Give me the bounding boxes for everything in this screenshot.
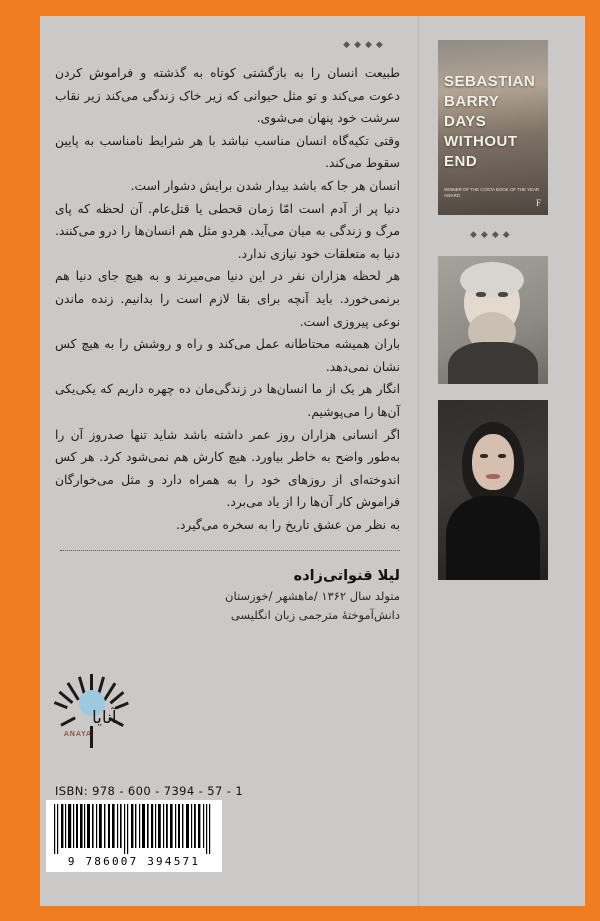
blurb-paragraph: طبیعت انسان را به بازگشتی کوتاه به گذشته و فراموش کردن دعوت می‌کند و تو مثل حیوانی که زیر خاک زندگی می‌کند زیر نقاب سرشت خود پنهان می‌شوی. [55, 66, 400, 126]
blurb-paragraph: دنیا پر از آدم است امّا زمان قحطی یا قتل‌عام. آن لحظه که پای مرگ و زندگی به میان می‌آید. هردو مثل هم انسان‌ها را درو می‌کنند. دنیا به متعلقات خود نیازی ندارد. [55, 201, 400, 261]
cover-publisher-mark: F [535, 198, 541, 208]
right-ornament-dots: ◆◆◆◆ [470, 230, 514, 240]
publisher-latin-mark: ANAYA [64, 730, 92, 738]
cover-text [444, 72, 542, 172]
blurb-paragraph: انسان هر جا که باشد بیدار شدن برایش دشوار است. [130, 178, 400, 193]
translator-birth: متولد سال ۱۳۶۲ /ماهشهر /خوزستان [225, 589, 400, 604]
blurb-paragraph: وقتی تکیه‌گاه انسان مناسب نباشد با هر شرایط نامناسب به پایین سقوط می‌کند. [55, 133, 400, 171]
cover-author-line-1: SEBASTIAN [444, 73, 536, 90]
cover-title-line-3: END [444, 153, 478, 170]
blurb-paragraph: باران همیشه محتاطانه عمل می‌کند و راه و روشش را به هیچ کس نشان نمی‌دهد. [55, 337, 400, 374]
publisher-logo [58, 672, 132, 760]
translator-photo-figure [438, 400, 548, 580]
cover-title-line-2: WITHOUT [444, 133, 518, 150]
barcode-digits: 9 786007 394571 [67, 855, 201, 868]
author-info [55, 565, 400, 625]
blurb-paragraph: به نظر من عشق تاریخ را به سخره می‌گیرد. [176, 517, 400, 532]
logo-graphic [58, 672, 132, 746]
translator-education: دانش‌آموختهٔ مترجمی زبان انگلیسی [230, 608, 400, 623]
dashed-divider [60, 550, 400, 551]
cover-award-text: WINNER OF THE COSTA BOOK OF THE YEAR AWARD [444, 187, 540, 198]
cover-author-line-2: BARRY [444, 93, 500, 110]
isbn-label: ISBN: [55, 784, 89, 798]
column-divider [418, 16, 419, 906]
original-book-cover-thumbnail [438, 40, 548, 215]
translator-photo [438, 400, 548, 580]
translator-name: لیلا قنواتی‌زاده [293, 568, 400, 585]
blurb-paragraph: اگر انسانی هزاران روز عمر داشته باشد شاید تنها صدروز آن را به‌طور واضح به خاطر بیاورد. هیچ کارش هم نمی‌شود کرد. هر کس اندوخته‌ای از روزهای خود را به همراه دارد و مثل می‌خوارگان فراموش کار آن‌ها را از یاد می‌برد. [55, 427, 400, 510]
isbn-line [55, 784, 243, 798]
blurb-paragraph: انگار هر یک از ما انسان‌ها در زندگی‌مان ده چهره داریم که یکی‌یکی آن‌ها را می‌پوشیم. [55, 382, 400, 419]
blurb-paragraph: هر لحظه هزاران نفر در این دنیا می‌میرند و به هیچ جای دنیا هم برنمی‌خورد. باید آنچه برای بقا لازم است را بدانیم. زنده ماندن نوعی پیروزی است. [55, 269, 400, 329]
top-ornament-dots: ◆◆◆◆ [343, 40, 387, 50]
author-photo-figure [438, 256, 548, 384]
barcode [46, 800, 222, 872]
isbn-value: 978 - 600 - 7394 - 57 - 1 [92, 784, 244, 798]
barcode-bars [52, 804, 216, 854]
publisher-name: آنایا [92, 708, 117, 728]
cover-title-line-1: DAYS [444, 113, 487, 130]
blurb-column [55, 40, 400, 625]
author-photo [438, 256, 548, 384]
blurb-text [55, 62, 400, 536]
